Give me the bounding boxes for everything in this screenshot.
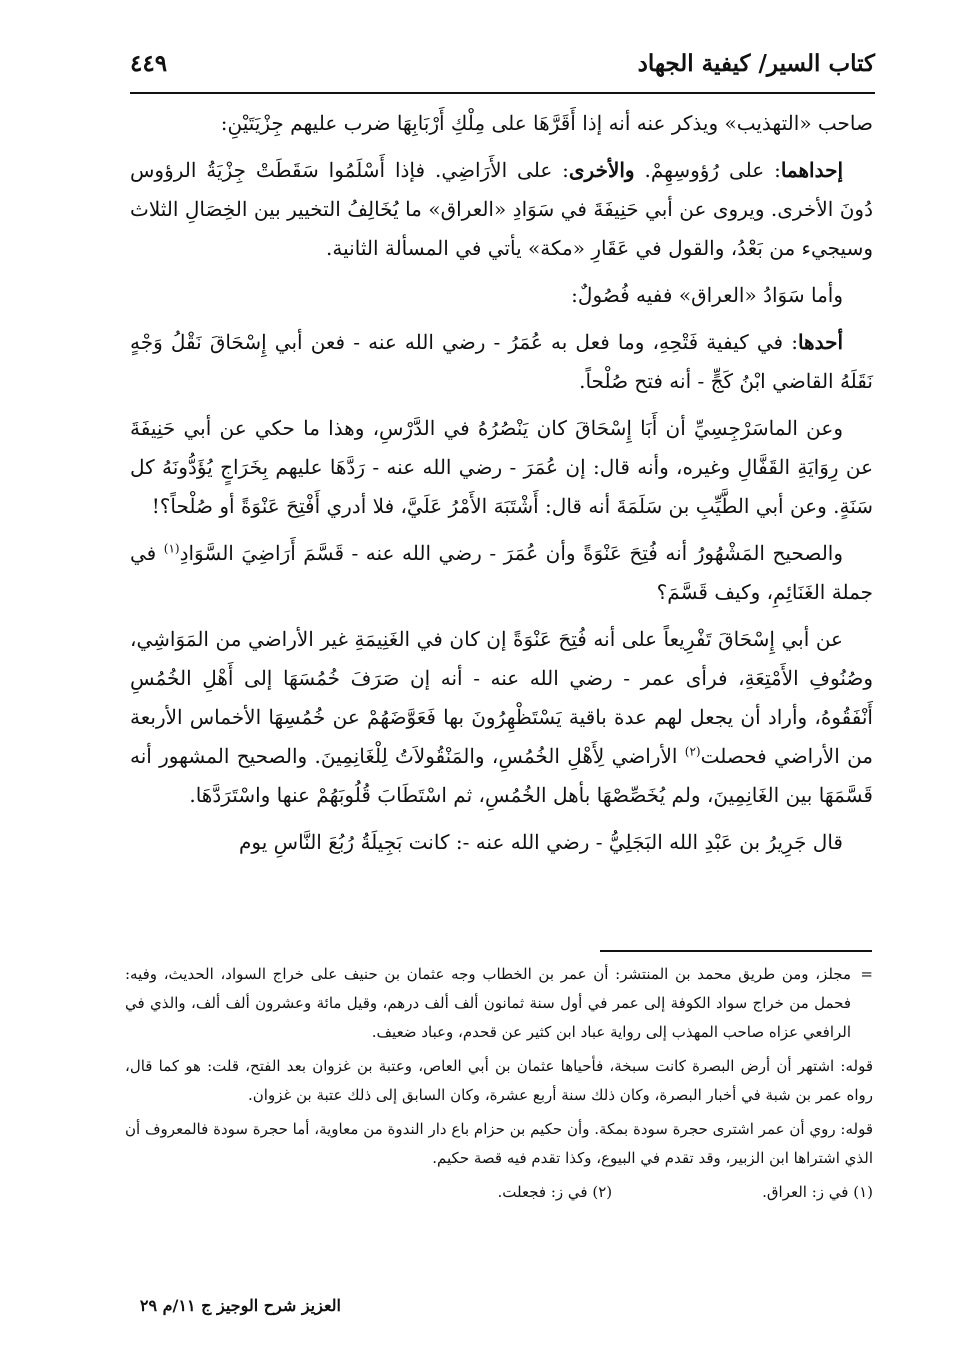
paragraph-text: : في كيفية فَتْحِهِ، وما فعل به عُمَرُ - رضي الله عنه - فعن أبي إِسْحَاقَ نَقْلُ وَجْهٍ نَقَلَهُ القاضي ابْنُ كَجٍّ - أنه فتح صُلْحاً.: [130, 330, 873, 393]
continuation-marker: =: [860, 965, 873, 983]
paragraph-text: في جملة الغَنَائِمِ، وكيف قَسَّمَ؟: [130, 541, 873, 604]
footnote-text: قوله: اشتهر أن أرض البصرة كانت سبخة، فأحياها عثمان بن أبي العاص، وعتبة بن غزوان بعد الفتح، قلت: هو كما قال، رواه عمر بن شبة في أخبار البصرة، وكان ذلك سنة أربع عشرة، وكان السابق إلى ذلك عتبة بن غزوان.: [125, 1057, 873, 1104]
variant-notes: [125, 1178, 873, 1206]
paragraph-text: : على رُؤوسِهِمْ.: [634, 158, 781, 182]
variant-note: (١) في ز: العراق.: [762, 1183, 873, 1201]
footnote-divider: [600, 950, 872, 952]
paragraph-text: والصحيح المَشْهُورُ أنه فُتِحَ عَنْوَةً وأن عُمَرَ - رضي الله عنه - قَسَّمَ أَرَاضِيَ السَّوَادِ: [179, 541, 843, 565]
footnote-ref: (١): [163, 541, 180, 556]
paragraph: [130, 823, 873, 862]
paragraph-text: وأما سَوَادُ «العراق» ففيه فُصُولٌ:: [571, 283, 843, 307]
paragraph-text: قال جَرِيرُ بن عَبْدِ الله البَجَلِيُّ - رضي الله عنه -: كانت بَجِيلَةُ رُبُعَ النَّاسِ يوم: [239, 830, 843, 854]
main-text: [130, 104, 873, 870]
footnote-text: مجلز، ومن طريق محمد بن المنتشر: أن عمر بن الخطاب وجه عثمان بن حنيف على خراج السواد، الحديث، وفيه: فحمل من خراج سواد الكوفة إلى عمر في أول سنة ثمانون ألف ألف درهم، وقيل مائة وعشرون ألف ألف، والذي في الرافعي عزاه صاحب المهذب إلى رواية عباد ابن كثير عن قحدم، وعباد ضعيف.: [125, 965, 851, 1041]
paragraph: [130, 409, 873, 526]
footnote-ref: (٢): [684, 744, 701, 759]
footnote: [125, 1052, 873, 1110]
paragraph-text: الأراضي لِأَهْلِ الخُمُسِ، والمَنْقُولاَتُ لِلْغَانِمِينَ. والصحيح المشهور أنه قَسَّمَهَا بين الغَانِمِينَ، ولم يُخَصِّصْهَا بأهل الخُمُسِ، ثم اسْتَطَابَ قُلُوبَهُمْ عنها واسْتَرَدَّهَا.: [130, 744, 873, 807]
page-header: [130, 40, 875, 94]
paragraph-text: صاحب «التهذيب» ويذكر عنه أنه إذا أَقَرَّهَا على مِلْكِ أَرْبَابِهَا ضرب عليهم جِزْيَتَيْنِ:: [220, 111, 873, 135]
paragraph: [130, 534, 873, 612]
page-number: ٤٤٩: [130, 50, 168, 77]
paragraph: [130, 323, 873, 401]
footnotes: [125, 960, 873, 1206]
paragraph: [130, 620, 873, 815]
paragraph-text: : على الأَرَاضِي. فإذا أَسْلَمُوا سَقَطَتْ جِزْيَةُ الرؤوس دُونَ الأخرى. ويروى عن أبي حَنِيفَةَ في سَوَادِ «العراق» ما يُخَالِفُ التخيير بين الخِصَالِ الثلاث وسيجيء من بَعْدُ، والقول في عَقَارِ «مكة» يأتي في المسألة الثانية.: [130, 158, 873, 260]
term-first: أحدها: [797, 330, 843, 354]
paragraph: [130, 104, 873, 143]
running-title: كتاب السير/ كيفية الجهاد: [637, 50, 875, 77]
variant-note: (٢) في ز: فجعلت.: [497, 1183, 613, 1201]
term-second: والأخرى: [568, 158, 635, 182]
paragraph-text: عن أبي إِسْحَاقَ تَفْرِيعاً على أنه فُتِحَ عَنْوَةً إن كان في الغَنِيمَةِ غير الأراضي من المَوَاشِي، وصُنُوفِ الأَمْتِعَةِ، فرأى عمر - رضي الله عنه - أنه إن صَرَفَ خُمُسَهَا إلى أَهْلِ الخُمُسِ أَنْفَقُوهُ، وأراد أن يجعل لهم عدة باقية يَسْتَظْهِرُونَ بها فَعَوَّضَهُمْ عن خُمُسِهَا الأخماس الأربعة من الأراضي فحصلت: [130, 627, 874, 768]
footnote-text: قوله: روي أن عمر اشترى حجرة سودة بمكة. وأن حكيم بن حزام باع دار الندوة من معاوية، أما حجرة سودة فالمعروف أن الذي اشتراها ابن الزبير، وقد تقدم في البيوع، وكذا تقدم فيه قصة حكيم.: [125, 1120, 873, 1167]
paragraph: [130, 276, 873, 315]
footnote: [125, 960, 873, 1047]
paragraph: [130, 151, 873, 268]
paragraph-text: وعن الماسَرْجِسِيِّ أن أَبَا إِسْحَاقَ كان يَنْصُرُهُ في الدَّرْسِ، وهذا ما حكي عن أبي حَنِيفَةَ عن رِوَايَةِ القَفَّالِ وغيره، وأنه قال: إن عُمَرَ - رضي الله عنه - رَدَّهَا عليهم بِخَرَاجٍ يُؤَدُّونَهُ كل سَنَةٍ. وعن أبي الطَّيِّبِ بن سَلَمَةَ أنه قال: أَشْتَبَهَ الأَمْرُ عَلَيَّ، فلا أدري أَفْتِحَ عَنْوَةً أو صُلْحاً؟!: [130, 416, 873, 518]
term-first: إحداهما: [780, 158, 844, 182]
page-footer: العزيز شرح الوجيز ج ١١/م ٢٩: [139, 1296, 341, 1315]
footnote: [125, 1115, 873, 1173]
